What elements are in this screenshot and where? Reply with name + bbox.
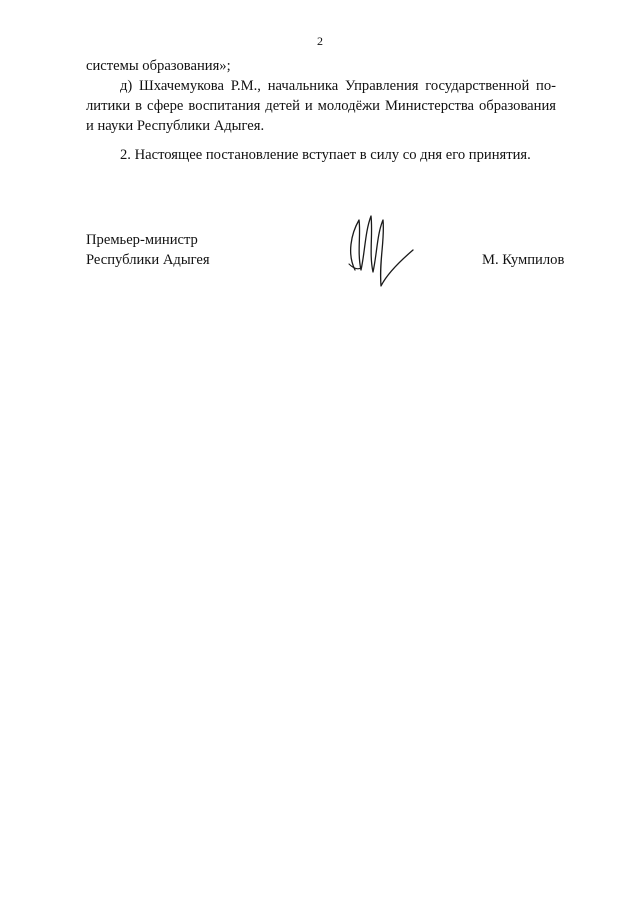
item-d-line-3: и науки Республики Адыгея. <box>86 118 265 134</box>
clause-2-text: 2. Настоящее постановление вступает в силу со дня его принятия. <box>120 147 531 163</box>
item-d-line-1: д) Шхачемукова Р.М., начальника Управления государственной по- <box>120 78 556 94</box>
signatory-position <box>86 230 210 270</box>
signer-name: М. Кумпилов <box>482 252 565 268</box>
clause-2-paragraph <box>86 145 556 165</box>
page-number: 2 <box>317 34 323 48</box>
item-d-paragraph <box>86 56 556 136</box>
position-line-1: Премьер-министр <box>86 232 198 248</box>
item-continuation-line: системы образования»; <box>86 58 231 74</box>
position-line-2: Республики Адыгея <box>86 252 210 268</box>
handwritten-signature <box>343 212 415 292</box>
item-d-line-2: литики в сфере воспитания детей и молодёжи Министерства образования <box>86 98 556 114</box>
